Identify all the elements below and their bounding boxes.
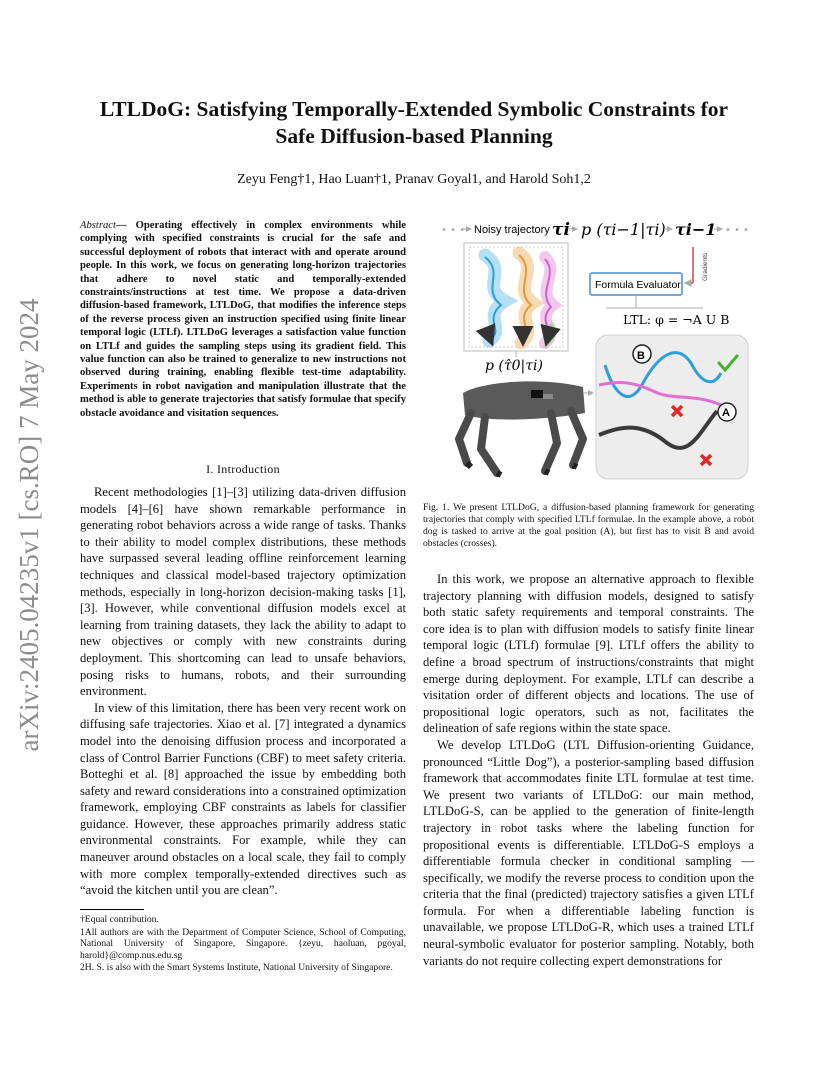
author-list: Zeyu Feng†1, Hao Luan†1, Pranav Goyal1, and Harold Soh1,2 xyxy=(237,172,591,187)
column-2-paragraph-2: We develop LTLDoG (LTL Diffusion-orienting Guidance, pronounced “Little Dog”), a posterior-sampling based diffusion framework that accommodates finite LTL formulae at test time. We present two variants of LTLDoG: our main method, LTLDoG-S, can be applied to the generation of finite-length trajectory in robot tasks where the labeling function for propositional events is differentiable. LTLDoG-S employs a differentiable formula checker in conditional sampling — specifically, we modify the reverse process to condition upon the criteria that the final (predicted) trajectory satisfies a given LTLf formula. For when a differentiable labeling function is unavailable, we propose LTLDoG-R, which uses a trained LTLf neural-symbolic evaluator for posterior sampling. Notably, both variants do not require collecting expert demonstrations for xyxy=(423,737,754,968)
diffusion-chain-top xyxy=(441,220,749,240)
ltl-formula: LTL: φ = ¬A U B xyxy=(623,312,730,327)
title-line-2: Safe Diffusion-based Planning xyxy=(275,124,553,148)
footnotes xyxy=(80,914,406,975)
robot-dog-image xyxy=(459,381,593,475)
formula-evaluator xyxy=(590,247,729,327)
abstract-label: Abstract xyxy=(80,220,116,231)
node-b-label: B xyxy=(637,350,645,362)
noisy-trajectory-label: Noisy trajectory xyxy=(474,224,550,236)
intro-column-left xyxy=(80,484,406,899)
node-a-label: A xyxy=(722,407,730,419)
svg-text:• • •: • • • xyxy=(725,225,750,236)
footnote-divider xyxy=(80,909,144,910)
posterior-probability: p (τ̂0|τi) xyxy=(485,358,543,374)
arxiv-id-text: arXiv:2405.04235v1 [cs.RO] 7 May 2024 xyxy=(14,298,44,752)
paper-title xyxy=(60,96,768,150)
abstract-text: — Operating effectively in complex environments while complying with specified constraints is crucial for the safe and successful deployment of robots that interact with and operate around people. In this work, we focus on generating long-horizon trajectories that adhere to novel static and temporally-extended constraints/instructions at test time. We propose a data-driven diffusion-based framework, LTLDoG, that modifies the inference steps of the reverse process given an instruction specified using finite linear temporal logic (LTLf). LTLDoG leverages a satisfaction value function on LTLf and guides the sampling steps using its gradient field. This value function can also be trained to generalize to new instructions not observed during training, enabling flexible test-time adaptability. Experiments in robot navigation and manipulation illustrate that the method is able to generate trajectories that satisfy formulae that specify obstacle avoidance and visitation sequences. xyxy=(80,220,406,419)
arxiv-stamp xyxy=(8,285,48,765)
abstract xyxy=(80,219,406,420)
intro-paragraph-2: In view of this limitation, there has been very recent work on diffusing safe trajectories. Xiao et al. [7] integrated a dynamics model into the denoising diffusion process and incorporated a class of Control Barrier Functions (CBF) to meet safety criteria. Botteghi et al. [8] approached the issue by embedding both safety and reward considerations into a constrained optimization framework, employing CBF constraints as labels for classifier guidance. However, these approaches primarily address static environmental constraints. For example, while they can maneuver around obstacles on a local scale, they fail to comply with more complex temporally-extended directives such as “avoid the kitchen until you are clean”. xyxy=(80,700,406,898)
footnote-affiliation: 1All authors are with the Department of Computer Science, School of Computing, National University of Singapore, Singapore. {zeyu, haoluan, pgoyal, harold}@comp.nus.edu.sg xyxy=(80,926,406,961)
section-heading-introduction: I. Introduction xyxy=(206,462,280,476)
noisy-trajectory-panel xyxy=(464,243,568,374)
tau-i-minus-1-symbol: τi−1 xyxy=(675,220,717,239)
footnote-smart-systems: 2H. S. is also with the Smart Systems Institute, National University of Singapore. xyxy=(80,962,393,974)
gradients-label: Gradients xyxy=(702,252,709,281)
figure-1 xyxy=(423,213,759,495)
intro-paragraph-1: Recent methodologies [1]–[3] utilizing data-driven diffusion models [4]–[6] have shown remarkable performance in generating robot behaviors across a wide range of tasks. Thanks to their ability to model complex distributions, these methods have surpassed several leading offline reinforcement learning techniques and classical model-based trajectory optimization methods, especially in long-horizon decision-making tasks [1], [3]. However, while conventional diffusion models excel at learning from training datasets, they lack the ability to adapt to new objectives or comply with new constraints during deployment. This shortcoming can lead to unsafe behaviors, posing risks to humans, robots, and their surrounding environment. xyxy=(80,485,406,699)
title-line-1: LTLDoG: Satisfying Temporally-Extended Symbolic Constraints for xyxy=(99,97,729,121)
arxiv-identifier xyxy=(8,285,48,765)
intro-column-right xyxy=(423,571,754,969)
footnote-equal-contribution: †Equal contribution. xyxy=(80,914,159,925)
figure-1-caption: Fig. 1. We present LTLDoG, a diffusion-based planning framework for generating trajectories that comply with specified LTLf formulae. In the example above, a robot dog is tasked to arrive at the goal position (A), but first has to visit B and avoid obstacles (crosses). xyxy=(423,502,754,549)
transition-probability: p (τi−1|τi) xyxy=(581,220,666,239)
column-2-paragraph-1: In this work, we propose an alternative approach to flexible trajectory planning with diffusion models, designed to satisfy both static safety requirements and temporal constraints. The core idea is to plan with diffusion models to satisfy finite linear temporal logic (LTLf) formulae [9]. LTLf offers the ability to define a broad spectrum of instructions/constraints that might emerge during deployment. For example, LTLf can describe a visitation order of different objects and locations. The use of propositional logic operators, such as not, facilitates the delineation of safe regions within the state space. xyxy=(423,572,754,736)
figure-1-graphic xyxy=(423,213,759,495)
environment-panel xyxy=(596,335,748,479)
formula-evaluator-label: Formula Evaluator xyxy=(595,279,681,291)
svg-text:• • •: • • • xyxy=(441,225,466,236)
tau-i-symbol: τi xyxy=(552,220,570,240)
